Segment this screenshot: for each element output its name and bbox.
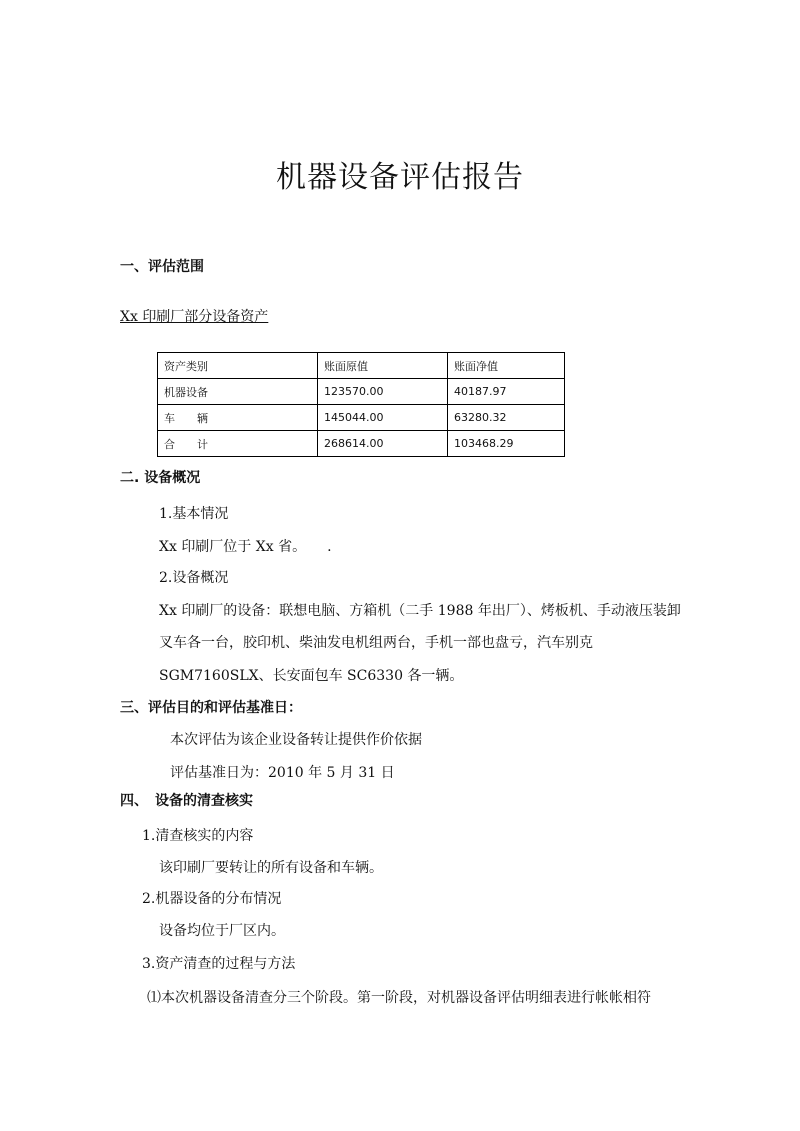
- subheading-verification-content: 1.清查核实的内容: [142, 828, 254, 844]
- subheading-distribution: 2.机器设备的分布情况: [142, 891, 282, 907]
- table-cell: 车 辆: [158, 405, 318, 431]
- document-title: 机器设备评估报告: [276, 160, 524, 195]
- distribution-text: 设备均位于厂区内。: [159, 923, 285, 939]
- table-cell: 145044.00: [318, 405, 448, 431]
- section-heading-verification: 四、 设备的清查核实: [120, 793, 253, 809]
- scope-text: Xx 印刷厂部分设备资产: [120, 309, 269, 325]
- table-row: [158, 379, 565, 405]
- process-text: ⑴本次机器设备清查分三个阶段。第一阶段，对机器设备评估明细表进行帐帐相符: [147, 990, 651, 1006]
- basic-text: Xx 印刷厂位于 Xx 省。 .: [159, 539, 332, 555]
- table-cell: 123570.00: [318, 379, 448, 405]
- table-row: [158, 431, 565, 457]
- equipment-text-line: SGM7160SLX、长安面包车 SC6330 各一辆。: [159, 668, 464, 684]
- table-cell: 40187.97: [448, 379, 565, 405]
- table-cell: 268614.00: [318, 431, 448, 457]
- purpose-text: 本次评估为该企业设备转让提供作价依据: [170, 732, 422, 748]
- table-row: [158, 405, 565, 431]
- subheading-process: 3.资产清查的过程与方法: [142, 956, 296, 972]
- table-header-cell: 账面净值: [448, 353, 565, 379]
- base-date-text: 评估基准日为：2010 年 5 月 31 日: [170, 765, 395, 781]
- table-cell: 机器设备: [158, 379, 318, 405]
- subheading-equipment: 2.设备概况: [159, 570, 229, 586]
- table-cell: 合 计: [158, 431, 318, 457]
- table-header-cell: 资产类别: [158, 353, 318, 379]
- table-header-row: [158, 353, 565, 379]
- subheading-basic: 1.基本情况: [159, 506, 229, 522]
- section-heading-purpose: 三、评估目的和评估基准日：: [120, 700, 302, 716]
- equipment-text-line: 叉车各一台，胶印机、柴油发电机组两台，手机一部也盘亏，汽车别克: [159, 635, 593, 651]
- section-heading-scope: 一、评估范围: [120, 259, 204, 275]
- table-cell: 63280.32: [448, 405, 565, 431]
- table-header-cell: 账面原值: [318, 353, 448, 379]
- verification-content-text: 该印刷厂要转让的所有设备和车辆。: [159, 860, 383, 876]
- section-heading-overview: 二. 设备概况: [120, 470, 201, 486]
- equipment-text-line: Xx 印刷厂的设备：联想电脑、方箱机（二手 1988 年出厂）、烤板机、手动液压装卸: [159, 603, 681, 619]
- table-cell: 103468.29: [448, 431, 565, 457]
- asset-table: [157, 352, 565, 457]
